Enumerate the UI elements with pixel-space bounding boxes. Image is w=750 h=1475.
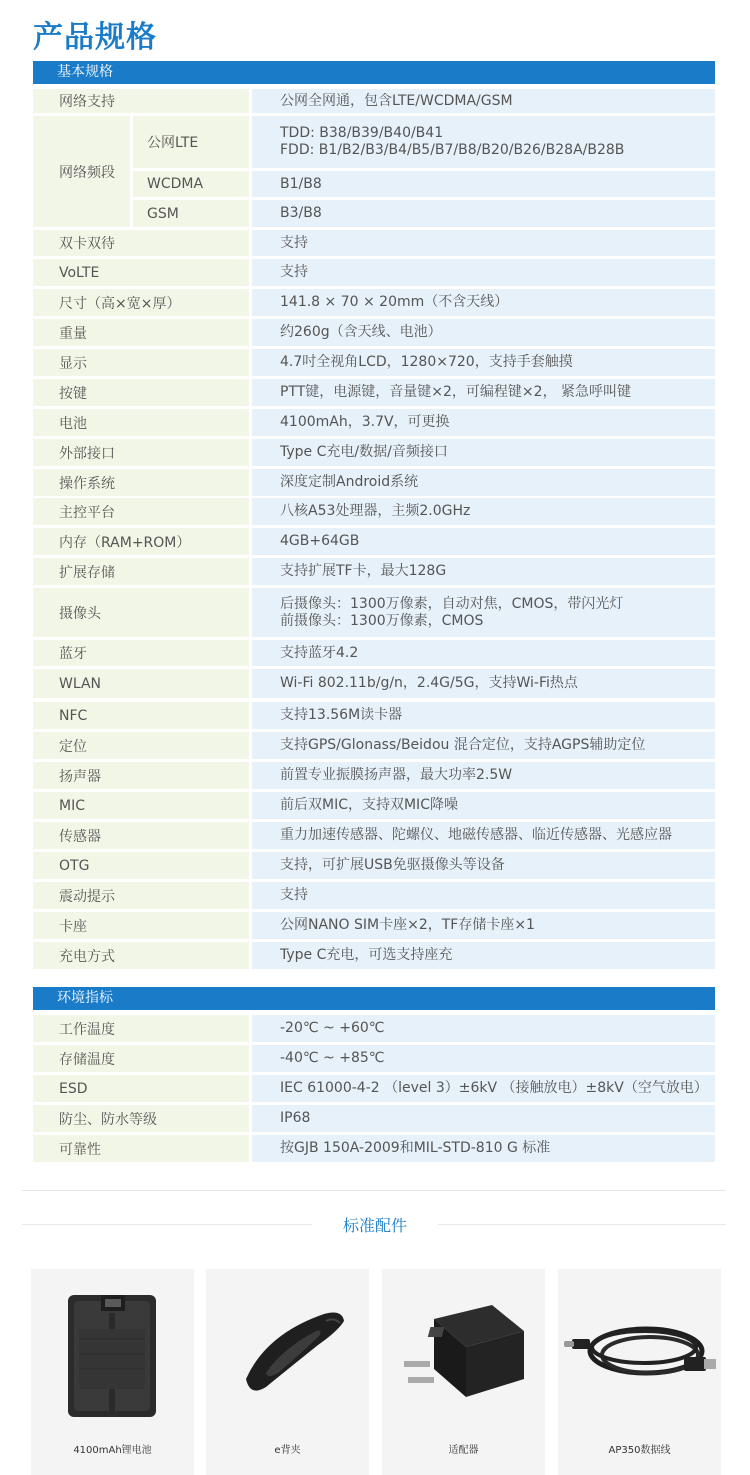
row-label: 蓝牙 — [33, 640, 249, 666]
table-row — [33, 439, 715, 466]
row-label: VoLTE — [33, 259, 249, 286]
row-value: 4.7吋全视角LCD，1280×720，支持手套触摸 — [252, 349, 715, 376]
row-value: 支持扩展TF卡，最大128G — [252, 558, 715, 585]
row-value: 公网全网通，包含LTE/WCDMA/GSM — [252, 89, 715, 113]
row-value: 按GJB 150A-2009和MIL-STD-810 G 标准 — [252, 1135, 715, 1162]
accessory-label: AP350数据线 — [608, 1445, 671, 1456]
row-value: IEC 61000-4-2 （level 3）±6kV （接触放电）±8kV（空气放电） — [252, 1075, 715, 1102]
row-value: 前置专业振膜扬声器，最大功率2.5W — [252, 762, 715, 789]
accessory-card[interactable] — [31, 1269, 194, 1475]
row-value: Type C充电，可选支持座充 — [252, 942, 715, 969]
row-value: IP68 — [252, 1105, 715, 1132]
table-row — [33, 588, 715, 637]
row-label: 防尘、防水等级 — [33, 1105, 249, 1132]
table-row — [33, 498, 715, 525]
row-value: 支持 — [252, 882, 715, 909]
row-label: 网络频段 — [33, 116, 130, 227]
table-row — [33, 852, 715, 879]
section-divider — [22, 1190, 726, 1191]
table-row — [33, 469, 715, 496]
row-value: 支持 — [252, 259, 715, 286]
row-value: 4GB+64GB — [252, 528, 715, 555]
table-row — [33, 259, 715, 286]
row-label: 震动提示 — [33, 882, 249, 909]
row-value: 支持13.56M读卡器 — [252, 702, 715, 729]
table-row — [33, 882, 715, 909]
row-label: 传感器 — [33, 822, 249, 849]
table-row — [33, 792, 715, 819]
section-header-basic: 基本规格 — [33, 61, 715, 84]
table-row — [33, 762, 715, 789]
row-label: 存储温度 — [33, 1045, 249, 1072]
row-value: 约260g（含天线、电池） — [252, 319, 715, 346]
row-label: 充电方式 — [33, 942, 249, 969]
row-label: 摄像头 — [33, 588, 249, 637]
table-row — [33, 409, 715, 436]
row-value: B1/B8 — [252, 171, 715, 197]
table-row — [33, 116, 715, 168]
row-value: 141.8 × 70 × 20mm（不含天线） — [252, 289, 715, 316]
section-header-environment: 环境指标 — [33, 987, 715, 1010]
accessories-title: 标准配件 — [342, 1216, 407, 1235]
row-label: 双卡双待 — [33, 230, 249, 256]
row-label: 工作温度 — [33, 1015, 249, 1042]
table-row — [33, 702, 715, 729]
row-label: 可靠性 — [33, 1135, 249, 1162]
row-value: 支持蓝牙4.2 — [252, 640, 715, 666]
row-value — [252, 588, 715, 637]
table-row — [33, 289, 715, 316]
rear-camera-value: 后摄像头：1300万像素，自动对焦，CMOS，带闪光灯 — [280, 595, 624, 612]
row-value: 前后双MIC，支持双MIC降噪 — [252, 792, 715, 819]
battery-icon — [31, 1269, 194, 1434]
table-row — [33, 89, 715, 113]
accessory-card[interactable] — [382, 1269, 545, 1475]
accessory-label: 4100mAh锂电池 — [73, 1445, 152, 1456]
table-row — [33, 528, 715, 555]
table-row — [33, 200, 715, 227]
page-title: 产品规格 — [33, 20, 157, 55]
row-value — [252, 116, 715, 168]
table-row — [33, 1075, 715, 1102]
table-row — [33, 1015, 715, 1042]
row-value: B3/B8 — [252, 200, 715, 227]
row-label: 显示 — [33, 349, 249, 376]
table-row — [33, 912, 715, 939]
row-value: -40℃ ~ +85℃ — [252, 1045, 715, 1072]
table-row — [33, 319, 715, 346]
table-row — [33, 669, 715, 698]
accessory-label: e背夹 — [274, 1445, 301, 1456]
row-value: 支持GPS/Glonass/Beidou 混合定位，支持AGPS辅助定位 — [252, 732, 715, 759]
row-label: 扩展存储 — [33, 558, 249, 585]
row-label: 扬声器 — [33, 762, 249, 789]
row-label: 按键 — [33, 379, 249, 406]
row-value: 重力加速传感器、陀螺仪、地磁传感器、临近传感器、光感应器 — [252, 822, 715, 849]
table-row — [33, 640, 715, 666]
row-label: 主控平台 — [33, 498, 249, 525]
row-label: 卡座 — [33, 912, 249, 939]
usb-cable-icon — [558, 1269, 721, 1434]
row-label: 网络支持 — [33, 89, 249, 113]
table-row — [33, 1135, 715, 1162]
row-label: 重量 — [33, 319, 249, 346]
row-label: 操作系统 — [33, 469, 249, 496]
row-value: Type C充电/数据/音频接口 — [252, 439, 715, 466]
charger-adapter-icon — [382, 1269, 545, 1434]
row-label: 电池 — [33, 409, 249, 436]
table-row — [33, 822, 715, 849]
row-sublabel: WCDMA — [133, 171, 249, 197]
row-value: 支持，可扩展USB免驱摄像头等设备 — [252, 852, 715, 879]
accessory-card[interactable] — [206, 1269, 369, 1475]
row-label: OTG — [33, 852, 249, 879]
table-row — [33, 942, 715, 969]
accessory-label: 适配器 — [448, 1445, 479, 1456]
row-value: 4100mAh，3.7V，可更换 — [252, 409, 715, 436]
table-row — [33, 171, 715, 197]
row-label: WLAN — [33, 669, 249, 698]
table-row — [33, 1105, 715, 1132]
row-value: PTT键，电源键，音量键×2，可编程键×2， 紧急呼叫键 — [252, 379, 715, 406]
row-label: 外部接口 — [33, 439, 249, 466]
front-camera-value: 前摄像头：1300万像素，CMOS — [280, 612, 484, 629]
lte-fdd-value: FDD: B1/B2/B3/B4/B5/B7/B8/B20/B26/B28A/B28B — [280, 142, 625, 158]
row-value: 支持 — [252, 230, 715, 256]
row-label: NFC — [33, 702, 249, 729]
table-row — [33, 732, 715, 759]
table-row — [33, 349, 715, 376]
row-value: Wi-Fi 802.11b/g/n，2.4G/5G，支持Wi-Fi热点 — [252, 669, 715, 698]
row-label: 定位 — [33, 732, 249, 759]
table-row — [33, 1045, 715, 1072]
row-value: 公网NANO SIM卡座×2，TF存储卡座×1 — [252, 912, 715, 939]
table-row — [33, 379, 715, 406]
table-row — [33, 558, 715, 585]
row-label: MIC — [33, 792, 249, 819]
lte-tdd-value: TDD: B38/B39/B40/B41 — [280, 125, 444, 141]
row-label: ESD — [33, 1075, 249, 1102]
table-row — [33, 230, 715, 256]
row-value: 深度定制Android系统 — [252, 469, 715, 496]
row-sublabel: GSM — [133, 200, 249, 227]
belt-clip-icon — [206, 1269, 369, 1434]
row-label: 尺寸（高×宽×厚） — [33, 289, 249, 316]
row-sublabel: 公网LTE — [133, 116, 249, 168]
row-label: 内存（RAM+ROM） — [33, 528, 249, 555]
row-value: 八核A53处理器，主频2.0GHz — [252, 498, 715, 525]
row-value: -20℃ ~ +60℃ — [252, 1015, 715, 1042]
accessory-card[interactable] — [558, 1269, 721, 1475]
